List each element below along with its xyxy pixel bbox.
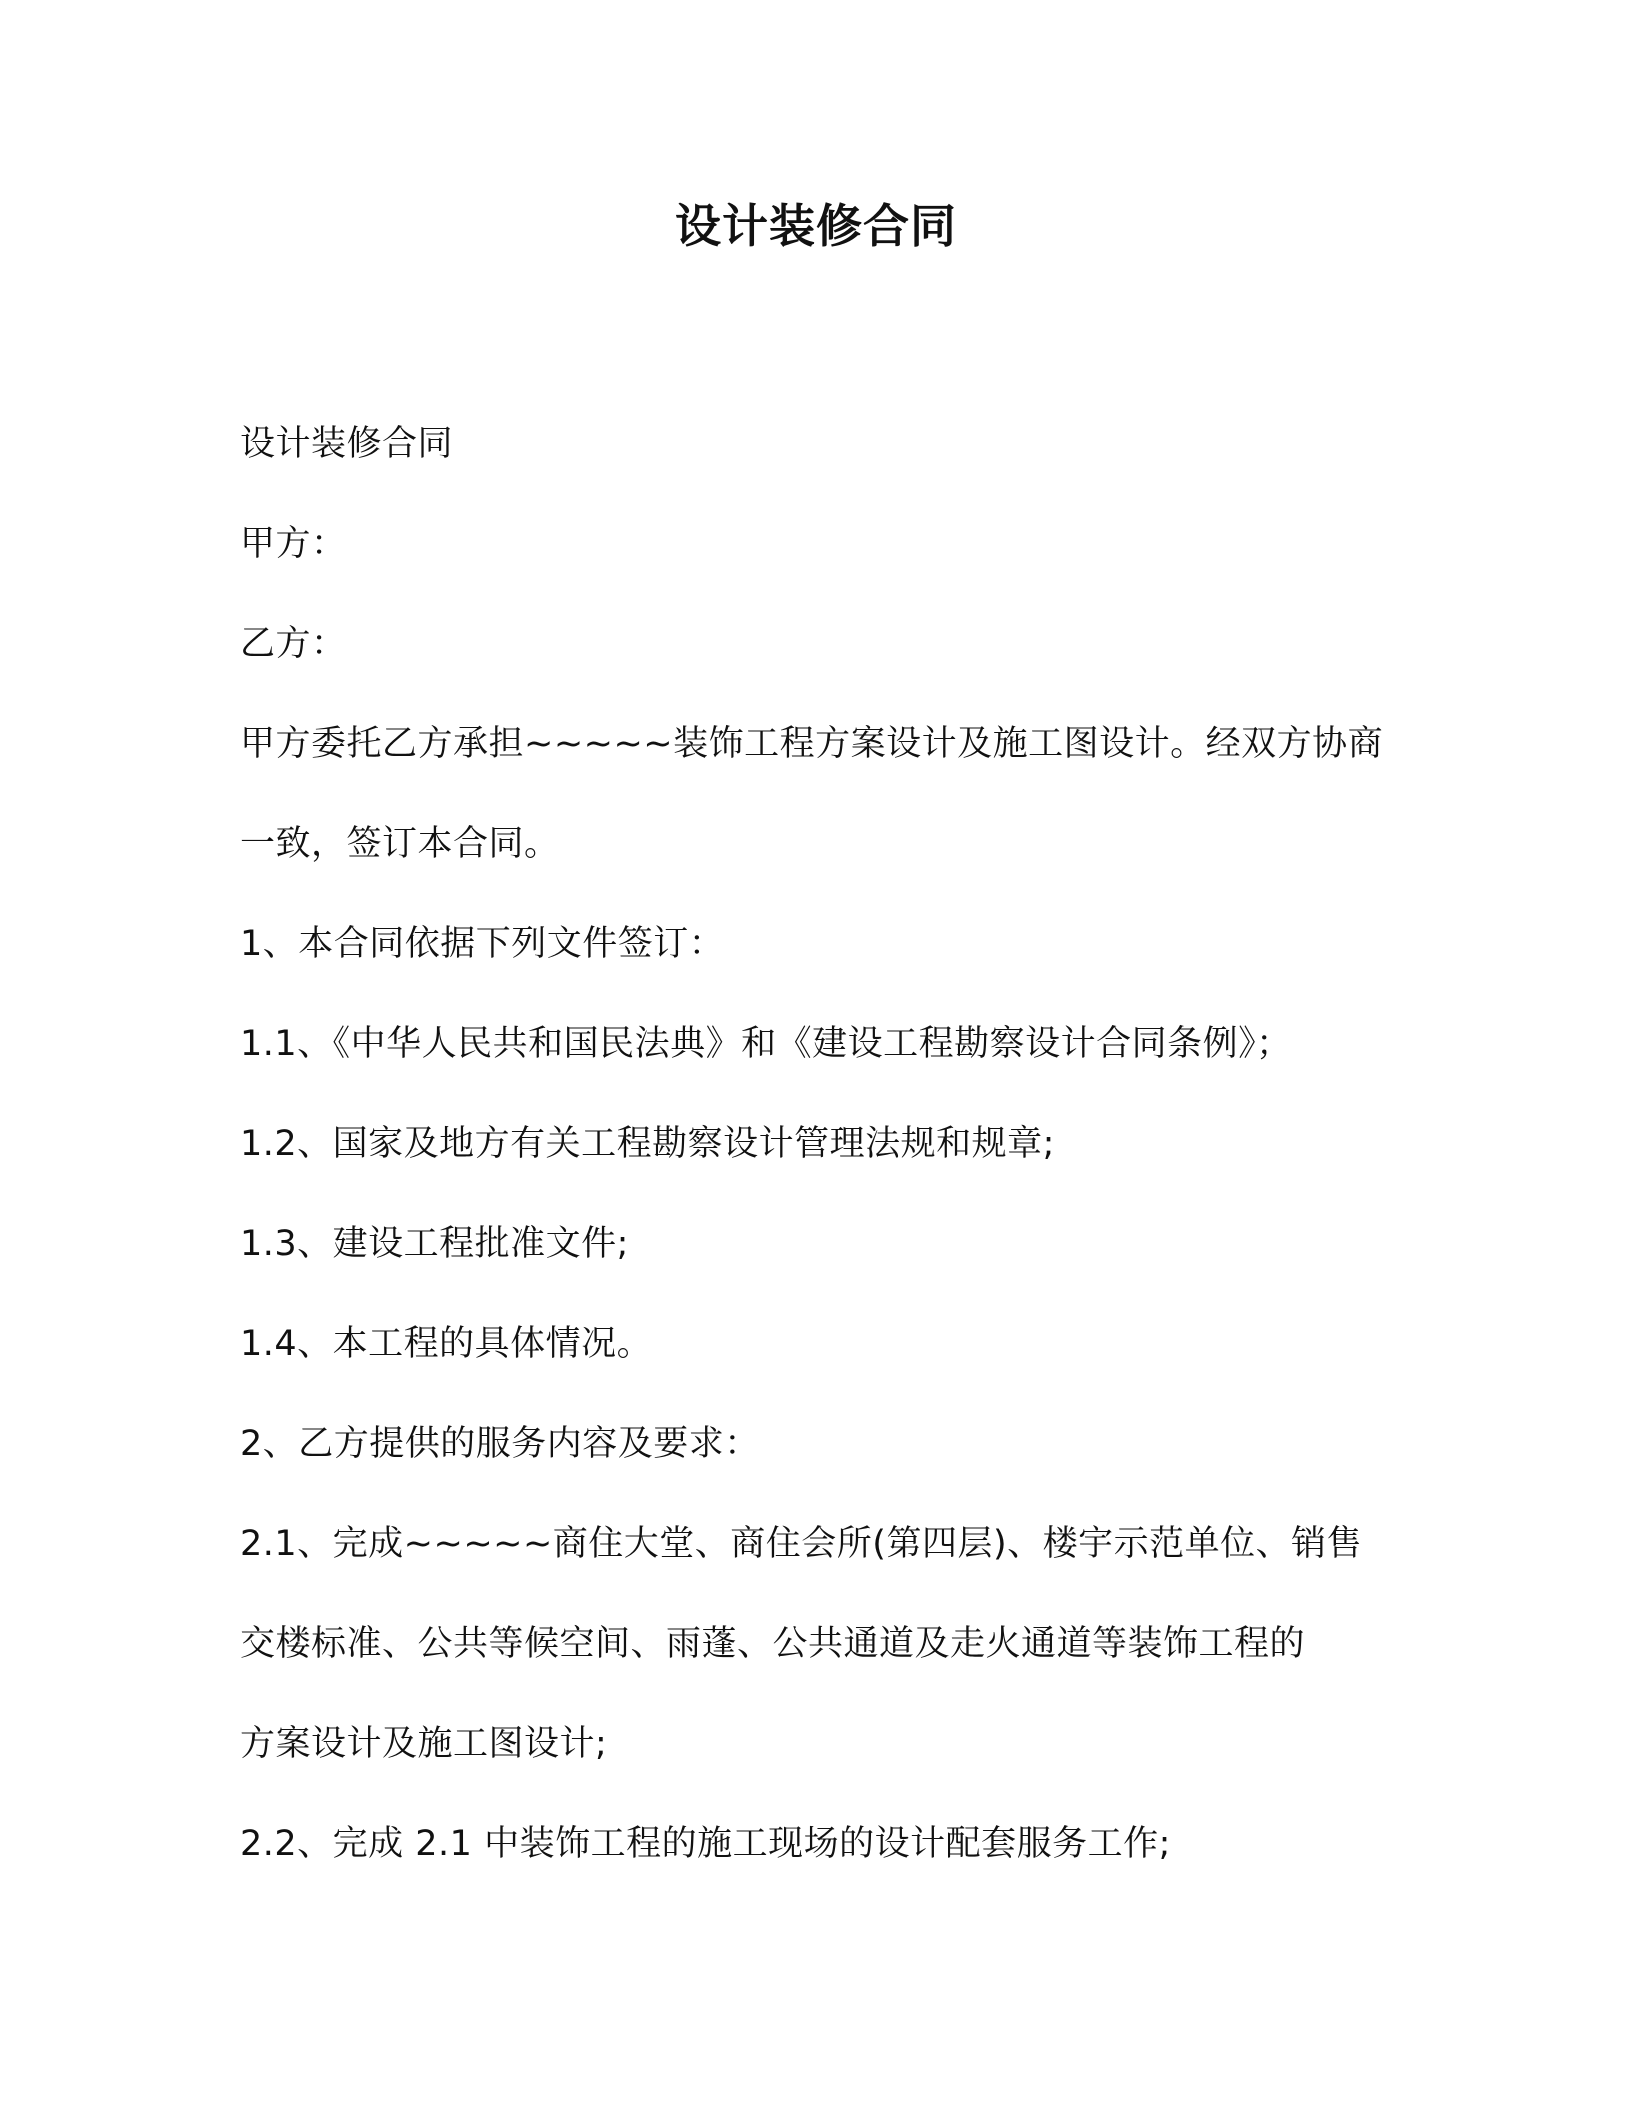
clause-2-2: 2.2、完成 2.1 中装饰工程的施工现场的设计配套服务工作; [240, 1824, 1171, 1864]
clause-1-2: 1.2、国家及地方有关工程勘察设计管理法规和规章; [240, 1124, 1055, 1164]
clause-1-heading: 1、本合同依据下列文件签订： [240, 924, 725, 964]
clause-2-1-line-3: 方案设计及施工图设计; [240, 1724, 608, 1764]
clause-2-1-line-1: 2.1、完成~~~~~商住大堂、商住会所(第四层)、楼宇示范单位、销售 [240, 1524, 1363, 1564]
clause-2-heading: 2、乙方提供的服务内容及要求： [240, 1424, 760, 1464]
party-b-line: 乙方： [240, 624, 347, 664]
clause-1-1: 1.1、《中华人民共和国民法典》和《建设工程勘察设计合同条例》； [240, 1024, 1292, 1064]
party-a-line: 甲方： [240, 524, 347, 564]
clause-2-1-line-2: 交楼标准、公共等候空间、雨蓬、公共通道及走火通道等装饰工程的 [240, 1624, 1306, 1664]
contract-heading: 设计装修合同 [240, 424, 454, 464]
clause-1-3: 1.3、建设工程批准文件; [240, 1224, 629, 1264]
document-title: 设计装修合同 [675, 199, 957, 253]
intro-paragraph-line-1: 甲方委托乙方承担~~~~~装饰工程方案设计及施工图设计。经双方协商 [240, 724, 1384, 764]
clause-1-4: 1.4、本工程的具体情况。 [240, 1324, 653, 1364]
intro-paragraph-line-2: 一致，签订本合同。 [240, 824, 560, 864]
